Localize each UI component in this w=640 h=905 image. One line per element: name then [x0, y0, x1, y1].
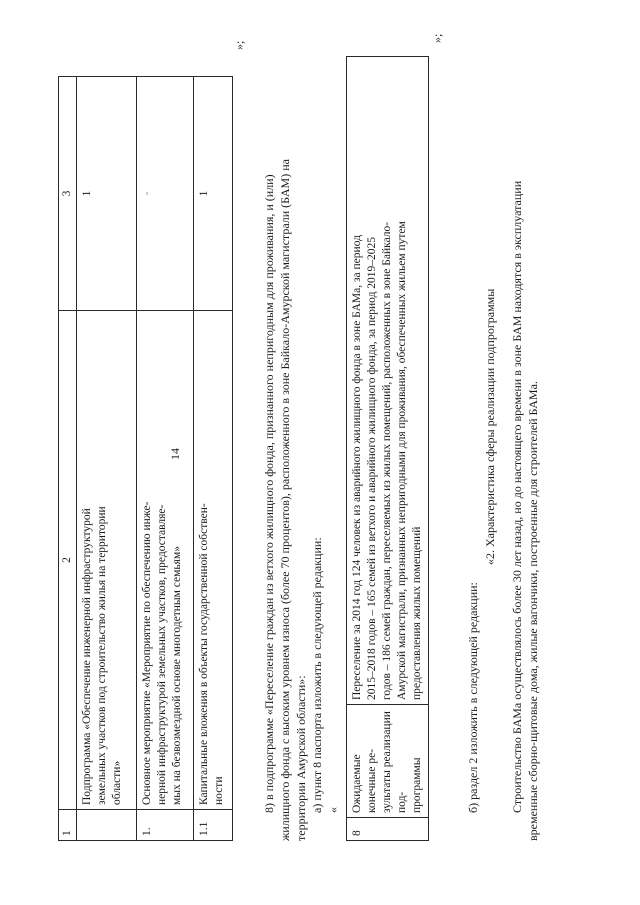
- text-line: нерной инфраструктурой земельных участков, предоставляе-: [156, 504, 168, 805]
- header-cell: 2: [59, 311, 77, 810]
- para8-line: «: [326, 807, 340, 813]
- table2-closing-quote: »;: [430, 33, 444, 43]
- section-heading: «2. Характеристика сферы реализации подпрограммы: [483, 288, 497, 565]
- text-line: земельных участков под строительство жилья на территории: [96, 506, 108, 805]
- text-line: Основное мероприятие «Мероприятие по обеспечению инже-: [141, 501, 153, 805]
- table-row: [137, 77, 194, 841]
- item-text: [347, 57, 429, 705]
- text-line: Капитальные вложения в объекты государственной собствен-: [198, 503, 210, 805]
- table-row: [77, 77, 137, 841]
- text-line: области»: [111, 760, 123, 805]
- text-line: Переселение за 2014 год 124 человек из аварийного жилищного фонда в зоне БАМа, за период: [351, 235, 363, 700]
- text-line: ности: [213, 776, 225, 805]
- label-line: программы: [411, 757, 423, 813]
- header-cell: 3: [59, 77, 77, 311]
- row-value: -: [137, 77, 194, 311]
- table-header-row: [59, 77, 77, 841]
- passport-item-8-table: [346, 56, 429, 841]
- row-number: 1.1: [194, 810, 233, 841]
- para8-line: а) пункт 8 паспорта изложить в следующей редакции:: [310, 537, 324, 813]
- row-text: [77, 311, 137, 810]
- text-line: предоставления жилых помещений: [411, 526, 423, 700]
- table1-closing-quote: »;: [232, 40, 246, 50]
- program-table: [58, 76, 233, 841]
- label-line: Ожидаемые конечные ре-: [351, 748, 378, 813]
- text-line: годов – 186 семей граждан, переселяемых из жилых помещений, расположенных в зоне Байкало-: [381, 221, 393, 700]
- text-line: Амурской магистрали, признанных непригодными для проживания, обеспеченных жильем путем: [396, 221, 408, 700]
- item-number: 8: [347, 818, 429, 841]
- para8-line: 8) в подпрограмме «Переселение граждан из ветхого жилищного фонда, признанного непригодным для проживания, и (или): [262, 174, 276, 813]
- para-b-line: временные сборно-щитовые дома, жилые вагончики, построенные для строителей БАМа.: [526, 381, 540, 841]
- text-line: 2015–2018 годов – 165 семей из ветхого и аварийного жилищного фонда, за период 2019–2025: [366, 236, 378, 700]
- row-number: 1.: [137, 810, 194, 841]
- row-text: [137, 311, 194, 810]
- label-line: зультаты реализации под-: [381, 711, 408, 813]
- table-row: [194, 77, 233, 841]
- item-label: [347, 705, 429, 818]
- row-number: [77, 810, 137, 841]
- para8-line: территории Амурской области»:: [294, 675, 308, 841]
- para-b-line: б) раздел 2 изложить в следующей редакции:: [466, 582, 480, 813]
- row-text: [194, 311, 233, 810]
- para8-line: жилищного фонда с высоким уровнем износа (более 70 процентов), расположенного в зоне Байкало-Амурской магистрали (БАМ) на: [278, 159, 292, 841]
- row-value: 1: [77, 77, 137, 311]
- text-line: мых на безвозмездной основе многодетным семьям»: [171, 546, 183, 805]
- para-b-line: Строительство БАМа осуществлялось более 30 лет назад, но до настоящего времени в зоне БАМ находятся в эксплуатации: [510, 180, 524, 813]
- row-value: 1: [194, 77, 233, 311]
- page-number: 14: [168, 448, 182, 460]
- text-line: Подпрограмма «Обеспечение инженерной инфраструктурой: [81, 508, 93, 805]
- header-cell: 1: [59, 810, 77, 841]
- table-row: [347, 57, 429, 841]
